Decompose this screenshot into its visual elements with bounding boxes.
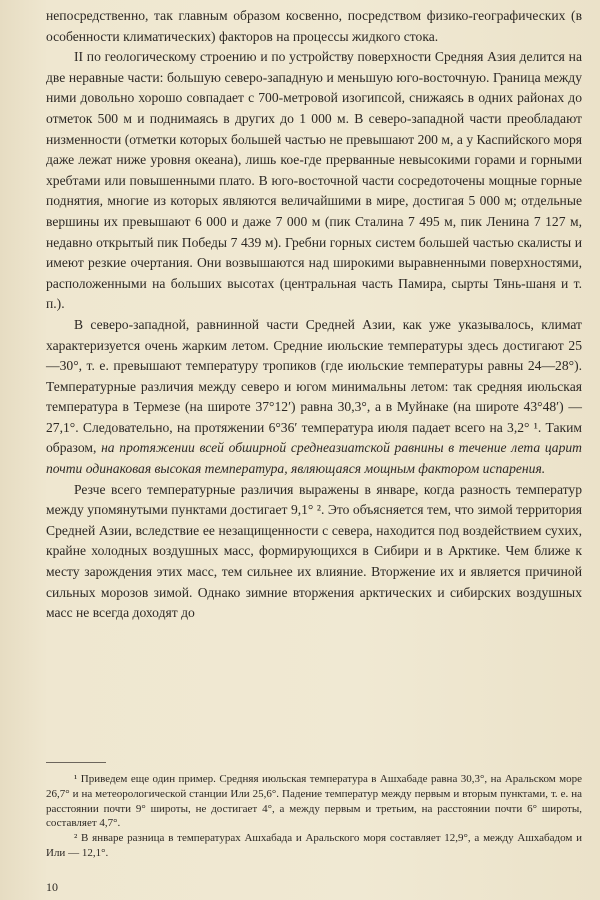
footnote-1: ¹ Приведем еще один пример. Средняя июльская температура в Ашхабаде равна 30,3°, на Аральском море 26,7° и на метеорологической станции Или 25,6°. Падение температур между первым и вторым пунктами, т. е. на расстоянии почти 9° широты, не достигает 4°, а между первым и третьим, на расстоянии почти 6° широты, составляет 4,7°. (46, 773, 582, 830)
paragraph-relief: II по геологическому строению и по устройству поверхности Средняя Азия делится на две неравные части: большую северо-западную и меньшую юго-восточную. Граница между ними довольно хорошо совпадает с 700-метровой изогипсой, снижаясь в одних районах до отметок 500 м и поднимаясь в других до 1 000 м. В северо-западной части преобладают низменности (отметки которых большей частью не превышают 200 м, а у Каспийского моря даже лежат ниже уровня океана), лишь кое-где прерванные невысокими горами и горными хребтами или повышенными плато. В юго-восточной части сосредоточены мощные горные поднятия, многие из которых являются величайшими в мире, достигая 5 000 м; отдельные вершины их превышают 6 000 и даже 7 000 м (пик Сталина 7 495 м, пик Ленина 7 127 м, недавно открытый пик Победы 7 439 м). Гребни горных систем большей частью скалисты и имеют резкие очертания. Они возвышаются над широкими выравненными поверхностями, расположенными на больших высотах (центральная часть Памира, сырты Тянь-шаня и т. п.). (46, 49, 582, 312)
paragraph-summer-climate (46, 315, 582, 480)
footnote-2: ² В январе разница в температурах Ашхабада и Аральского моря составляет 12,9°, а между Ашхабадом и Или — 12,1°. (46, 832, 582, 859)
climate-text: В северо-западной, равнинной части Средней Азии, как уже указывалось, климат характеризуется очень жарким летом. Средние июльские температуры здесь достигают 25—30°, т. е. превышают температуру тропиков (где июльские температуры равны 24—28°). Температурные различия между северо и югом минимальны летом: так средняя июльская температура в Термезе (на широте 37°12′) равна 30,3°, а в Муйнаке (на широте 43°48′) — 27,1°. Следовательно, на протяжении 6°36′ температура июля падает всего на 3,2° ¹. Таким образом, (46, 316, 582, 456)
main-text (46, 6, 582, 624)
footnote-divider (46, 762, 106, 763)
climate-emphasis: на протяжении всей обширной среднеазиатской равнины в течение лета царит почти одинаковая высокая температура, являющаяся мощным фактором испарения. (46, 440, 582, 477)
page-number: 10 (46, 880, 58, 894)
paragraph-continuation: непосредственно, так главным образом косвенно, посредством физико-географических (в особенности климатических) факторов на процессы жидкого стока. (46, 8, 582, 44)
paragraph-winter-climate: Резче всего температурные различия выражены в январе, когда разность температур между упомянутыми пунктами достигает 9,1° ². Это объясняется тем, что зимой территория Средней Азии, вследствие ее незащищенности с севера, находится под воздействием сухих, крайне холодных воздушных масс, формирующихся в Сибири и в Арктике. Чем ближе к месту зарождения этих масс, тем сильнее их влияние. Вторжение их и является причиной сильных морозов зимой. Однако зимние вторжения арктических и сибирских воздушных масс не всегда доходят до (46, 481, 582, 621)
footnotes (46, 772, 582, 861)
